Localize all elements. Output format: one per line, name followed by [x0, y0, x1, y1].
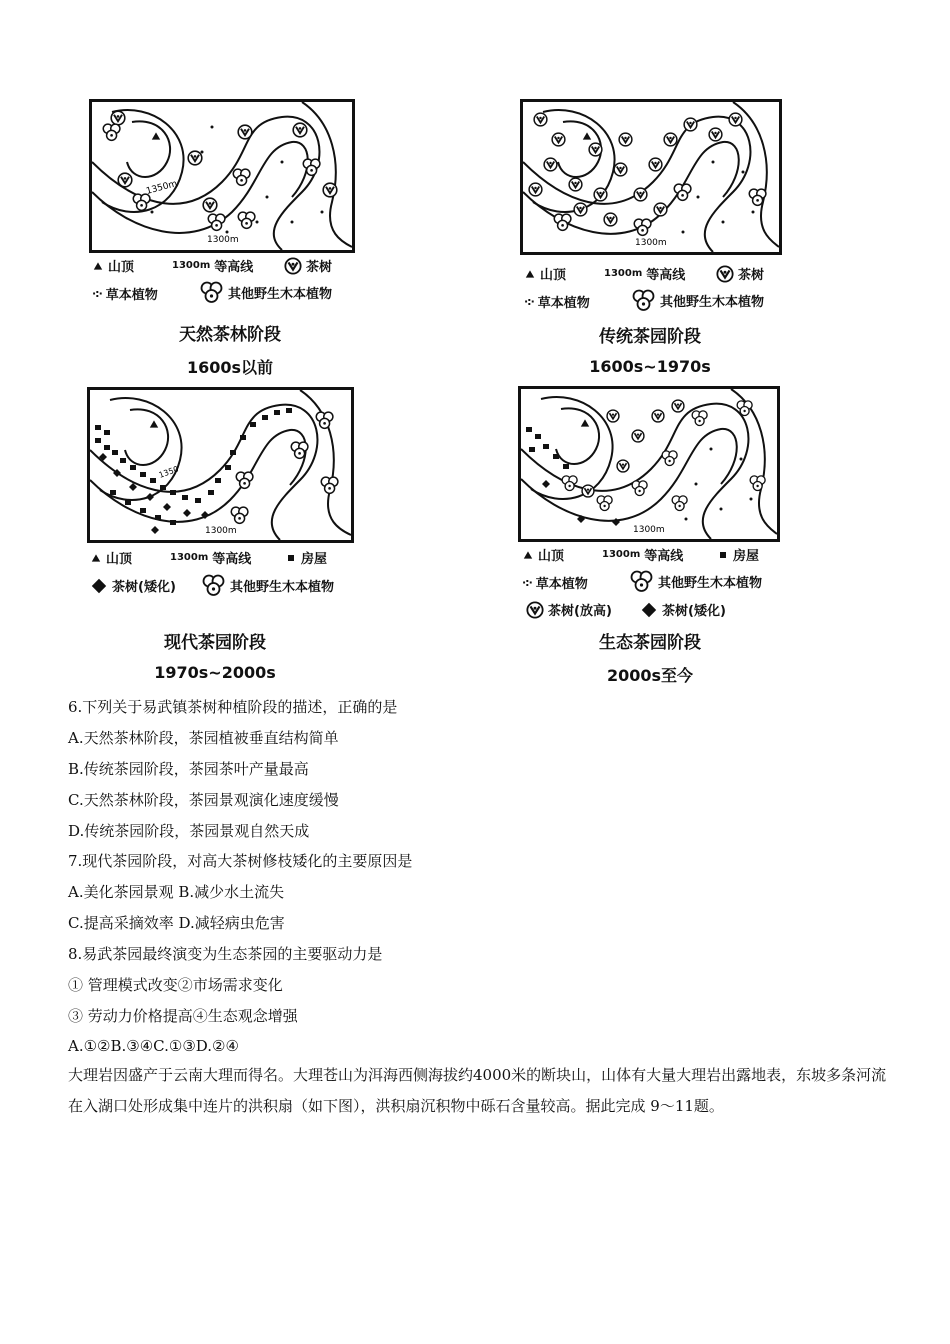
dwarfed-tea-tree-icon [640, 601, 658, 619]
legend-label: 其他野生木本植物 [660, 294, 765, 310]
stage-map-modern [87, 387, 354, 543]
legend-label: 茶树(矮化) [112, 580, 176, 595]
question-6-option-b: B.传统茶园阶段，茶园茶叶产量最高 [68, 760, 309, 778]
question-7-stem: 7.现代茶园阶段，对高大茶树修枝矮化的主要原因是 [68, 852, 413, 870]
stage-caption-ecological [550, 628, 750, 686]
wild-woody-plant-icon [202, 573, 226, 597]
question-8-options: A.①②B.③④C.①③D.②④ [68, 1037, 239, 1055]
passage-9-11: 大理岩因盛产于云南大理而得名。大理苍山为洱海西侧海拔约4000米的断块山，山体有大量大理岩出露地表，东坡多条河流在入湖口处形成集中连片的洪积扇（如下图），洪积扇沉积物中砾石含量较高。据此完成 9～11题。 [68, 1066, 887, 1115]
legend-label: 草本植物 [537, 296, 590, 311]
contour-label: 1300m [635, 238, 667, 248]
contour-map-ecological [521, 389, 777, 539]
legend-label: 山顶 [108, 260, 135, 275]
wild-woody-plant-icon [200, 280, 224, 304]
legend-label: 山顶 [538, 549, 565, 564]
herbaceous-plant-icon: ·:· [524, 295, 534, 308]
question-8-line-1: ① 管理模式改变②市场需求变化 [68, 976, 283, 994]
mountain-peak-icon [524, 268, 536, 280]
stage-title: 天然茶林阶段 [179, 325, 281, 345]
legend-label: 草本植物 [105, 288, 158, 303]
legend-label: 等高线 [646, 268, 686, 283]
contour-label: 1300m [205, 526, 237, 536]
legend-label: 等高线 [214, 260, 254, 275]
wild-woody-plant-icon [630, 569, 654, 593]
contour-label: 1300m [633, 525, 665, 535]
contour-line-icon: 1300m [602, 549, 641, 560]
stage-period: 1600s以前 [186, 358, 274, 377]
legend-label: 茶树 [738, 268, 765, 283]
mountain-peak-icon [90, 552, 102, 564]
house-icon [285, 552, 297, 564]
legend-label: 茶树(放高) [548, 604, 612, 619]
legend-ecological [522, 545, 822, 625]
legend-label: 等高线 [644, 549, 684, 564]
contour-label: 1300m [207, 235, 239, 245]
legend-label: 房屋 [301, 552, 328, 567]
legend-label: 草本植物 [535, 577, 588, 592]
stage-map-traditional [520, 99, 782, 255]
legend-label: 其他野生木本植物 [230, 579, 335, 595]
contour-line-icon: 1300m [604, 268, 643, 279]
legend-label: 其他野生木本植物 [228, 286, 333, 302]
contour-label: 1350 [157, 464, 180, 480]
stage-period: 1600s~1970s [589, 357, 711, 376]
contour-line-icon: 1300m [172, 260, 211, 271]
stage-map-natural [89, 99, 355, 253]
question-6-option-c: C.天然茶林阶段，茶园景观演化速度缓慢 [68, 791, 339, 809]
house-icon [717, 549, 729, 561]
legend-label: 茶树(矮化) [662, 604, 726, 619]
stage-caption-natural [130, 320, 330, 378]
legend-label: 山顶 [540, 268, 567, 283]
stage-title: 生态茶园阶段 [599, 633, 701, 653]
contour-label: 1350m [145, 179, 179, 197]
question-6-option-d: D.传统茶园阶段，茶园景观自然天成 [68, 822, 310, 840]
contour-line-icon: 1300m [170, 552, 209, 563]
herbaceous-plant-icon: ·:· [522, 576, 532, 589]
question-7-options-cd: C.提高采摘效率 D.减轻病虫危害 [68, 914, 285, 932]
question-8-line-2: ③ 劳动力价格提高④生态观念增强 [68, 1007, 298, 1025]
legend-natural [92, 256, 372, 306]
stage-period: 1970s~2000s [154, 663, 276, 682]
tea-tree-icon [284, 257, 302, 275]
herbaceous-plant-icon: ·:· [92, 287, 102, 300]
contour-map-modern [90, 390, 351, 540]
stage-title: 传统茶园阶段 [599, 327, 701, 347]
stage-period: 2000s至今 [606, 666, 694, 685]
legend-label: 房屋 [733, 549, 760, 564]
question-7-options-ab: A.美化茶园景观 B.减少水土流失 [68, 883, 285, 901]
legend-label: 其他野生木本植物 [658, 575, 763, 591]
stage-title: 现代茶园阶段 [164, 633, 266, 653]
legend-label: 山顶 [106, 552, 133, 567]
question-8-stem: 8.易武茶园最终演变为生态茶园的主要驱动力是 [68, 945, 383, 963]
mountain-peak-icon [92, 260, 104, 272]
contour-map-natural [92, 102, 352, 250]
tall-tea-tree-icon [526, 601, 544, 619]
legend-modern [90, 548, 380, 602]
stage-map-ecological [518, 386, 780, 542]
stage-caption-modern [115, 628, 315, 682]
dwarfed-tea-tree-icon [90, 577, 108, 595]
tea-tree-icon [716, 265, 734, 283]
question-6-option-a: A.天然茶林阶段，茶园植被垂直结构简单 [68, 729, 339, 747]
contour-map-traditional [523, 102, 779, 252]
question-6-stem: 6.下列关于易武镇茶树种植阶段的描述，正确的是 [68, 698, 398, 716]
legend-label: 等高线 [212, 552, 252, 567]
mountain-peak-icon [522, 549, 534, 561]
stage-caption-traditional [550, 322, 750, 376]
legend-label: 茶树 [306, 260, 333, 275]
legend-traditional [524, 264, 804, 314]
wild-woody-plant-icon [632, 288, 656, 312]
